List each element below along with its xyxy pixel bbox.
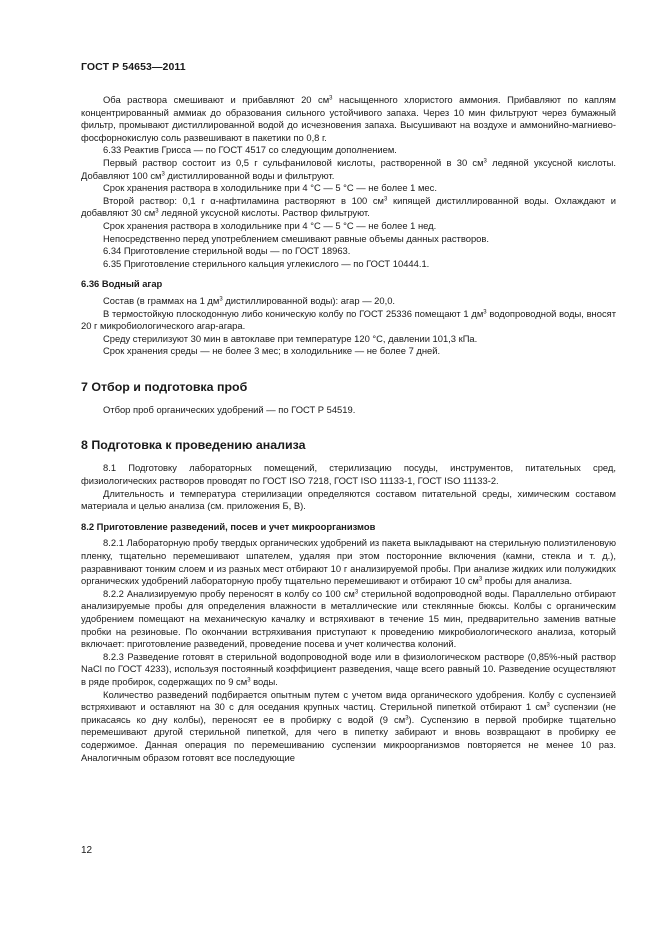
paragraph: Состав (в граммах на 1 $дм^3$ дистиллированной воды): агар — 20,0. xyxy=(103,294,396,306)
body-text xyxy=(81,94,616,764)
paragraph: Второй раствор: 0,1 г α-нафтиламина растворяют в 100 $см^3$ кипящей дистиллированной воды. Охлаждают и добавляют 30 $см^3$ ледяной уксусной кислоты. Раствор фильтруют. xyxy=(81,194,616,219)
section-heading: 8 Подготовка к проведению анализа xyxy=(81,438,306,453)
paragraph: Непосредственно перед употреблением смешивают равные объемы данных растворов. xyxy=(103,232,489,244)
paragraph: Срок хранения раствора в холодильнике при 4 °С — 5 °С — не более 1 мес. xyxy=(103,182,437,194)
paragraph: В термостойкую плоскодонную либо коническую колбу по ГОСТ 25336 помещают 1 $дм^3$ водопроводной воды, вносят 20 г микробиологического агар-агара. xyxy=(81,307,617,332)
paragraph: Срок хранения раствора в холодильнике при 4 °С — 5 °С — не более 1 нед. xyxy=(103,219,437,231)
paragraph: Среду стерилизуют 30 мин в автоклаве при температуре 120 °С, давлении 101,3 кПа. xyxy=(103,332,478,344)
paragraph: 6.35 Приготовление стерильного кальция углекислого — по ГОСТ 10444.1. xyxy=(103,257,430,269)
paragraph: 8.2.2 Анализируемую пробу переносят в колбу со 100 $см^3$ стерильной водопроводной воды. Параллельно отбирают анализируемые пробы для определения влажности в металлические или стеклянные бюксы. Колбы с органическим удобрением помещают на механическую качалку и встряхивают в течение 15 мин, предварительно заменив ватные пробки на резиновые. По окончании встряхивания приступают к проведению микробиологического анализа, который включает: приготовление разведений, проведение посева и учет количества колоний. xyxy=(81,587,616,650)
paragraph: Срок хранения среды — не более 3 мес; в холодильнике — не более 7 дней. xyxy=(103,345,441,357)
page-number: 12 xyxy=(81,845,93,856)
paragraph: Оба раствора смешивают и прибавляют 20 $см^3$ насыщенного хлористого аммония. Прибавляют по каплям концентрированный аммиак до образования сильного устойчивого запаха. Через 10 мин фильтруют через бумажный фильтр, промывают дистиллированной водой до исчезновения запаха. Высушивают на воздухе и аммонийно-магниево-фосфорнокислую соль развешивают в пакетики по 0,8 г. xyxy=(81,94,616,143)
paragraph: 8.1 Подготовку лабораторных помещений, стерилизацию посуды, инструментов, питательных сред, физиологических растворов проводят по ГОСТ ISO 7218, ГОСТ ISO 11133-1, ГОСТ ISO 11133-2. xyxy=(81,462,616,487)
paragraph: Отбор проб органических удобрений — по ГОСТ Р 54519. xyxy=(103,403,356,415)
paragraph: Первый раствор состоит из 0,5 г сульфаниловой кислоты, растворенной в 30 $см^3$ ледяной уксусной кислоты. Добавляют 100 $см^3$ дистиллированной воды и фильтруют. xyxy=(81,156,616,181)
standard-header: ГОСТ Р 54653—2011 xyxy=(81,61,186,73)
subsection-heading: 8.2 Приготовление разведений, посев и учет микроорганизмов xyxy=(81,520,376,532)
paragraph: Количество разведений подбирается опытным путем с учетом вида органического удобрения. Колбу с суспензией встряхивают и оставляют на 30 с для оседания крупных частиц. Стерильной пипеткой отбирают 1 $см^3$ суспензии (не прикасаясь ко дну колбы), переносят ее в пробирку с водой (9 $см^3$). Суспензию в первой пробирке тщательно перемешивают другой стерильной пипеткой, для чего в пипетку забирают и вновь возвращают в пробирку ее содержимое. Данная операция по перемешиванию суспензии микроорганизмов повторяется не менее 10 раз. Аналогичным образом готовят все последующие xyxy=(81,688,617,763)
paragraph: 6.33 Реактив Грисса — по ГОСТ 4517 со следующим дополнением. xyxy=(103,144,397,156)
paragraph: 8.2.1 Лабораторную пробу твердых органических удобрений из пакета выкладывают на стерильную полиэтиленовую пленку, тщательно перемешивают шпателем, удаляя при этом посторонние включения (камни, стекла и т. д.), разравнивают тонким слоем и из разных мест отбирают 10 г анализируемой пробы. При анализе жидких или полужидких органических удобрений лабораторную пробу тщательно перемешивают и отбирают 10 $см^3$ пробы для анализа. xyxy=(81,537,616,587)
subsection-heading: 6.36 Водный агар xyxy=(81,278,163,290)
paragraph: 6.34 Приготовление стерильной воды — по ГОСТ 18963. xyxy=(103,245,351,257)
paragraph: Длительность и температура стерилизации определяются составом питательной среды, химическим составом материала и целью анализа (см. приложения Б, В). xyxy=(81,487,616,512)
paragraph: 8.2.3 Разведение готовят в стерильной водопроводной воде или в физиологическом растворе (0,85%-ный раствор NaCl по ГОСТ 4233), используя постоянный коэффициент разведения, чаще всего равный 10. Разведение осуществляют в ряде пробирок, содержащих по 9 $см^3$ воды. xyxy=(81,650,616,687)
section-heading: 7 Отбор и подготовка проб xyxy=(81,379,248,394)
